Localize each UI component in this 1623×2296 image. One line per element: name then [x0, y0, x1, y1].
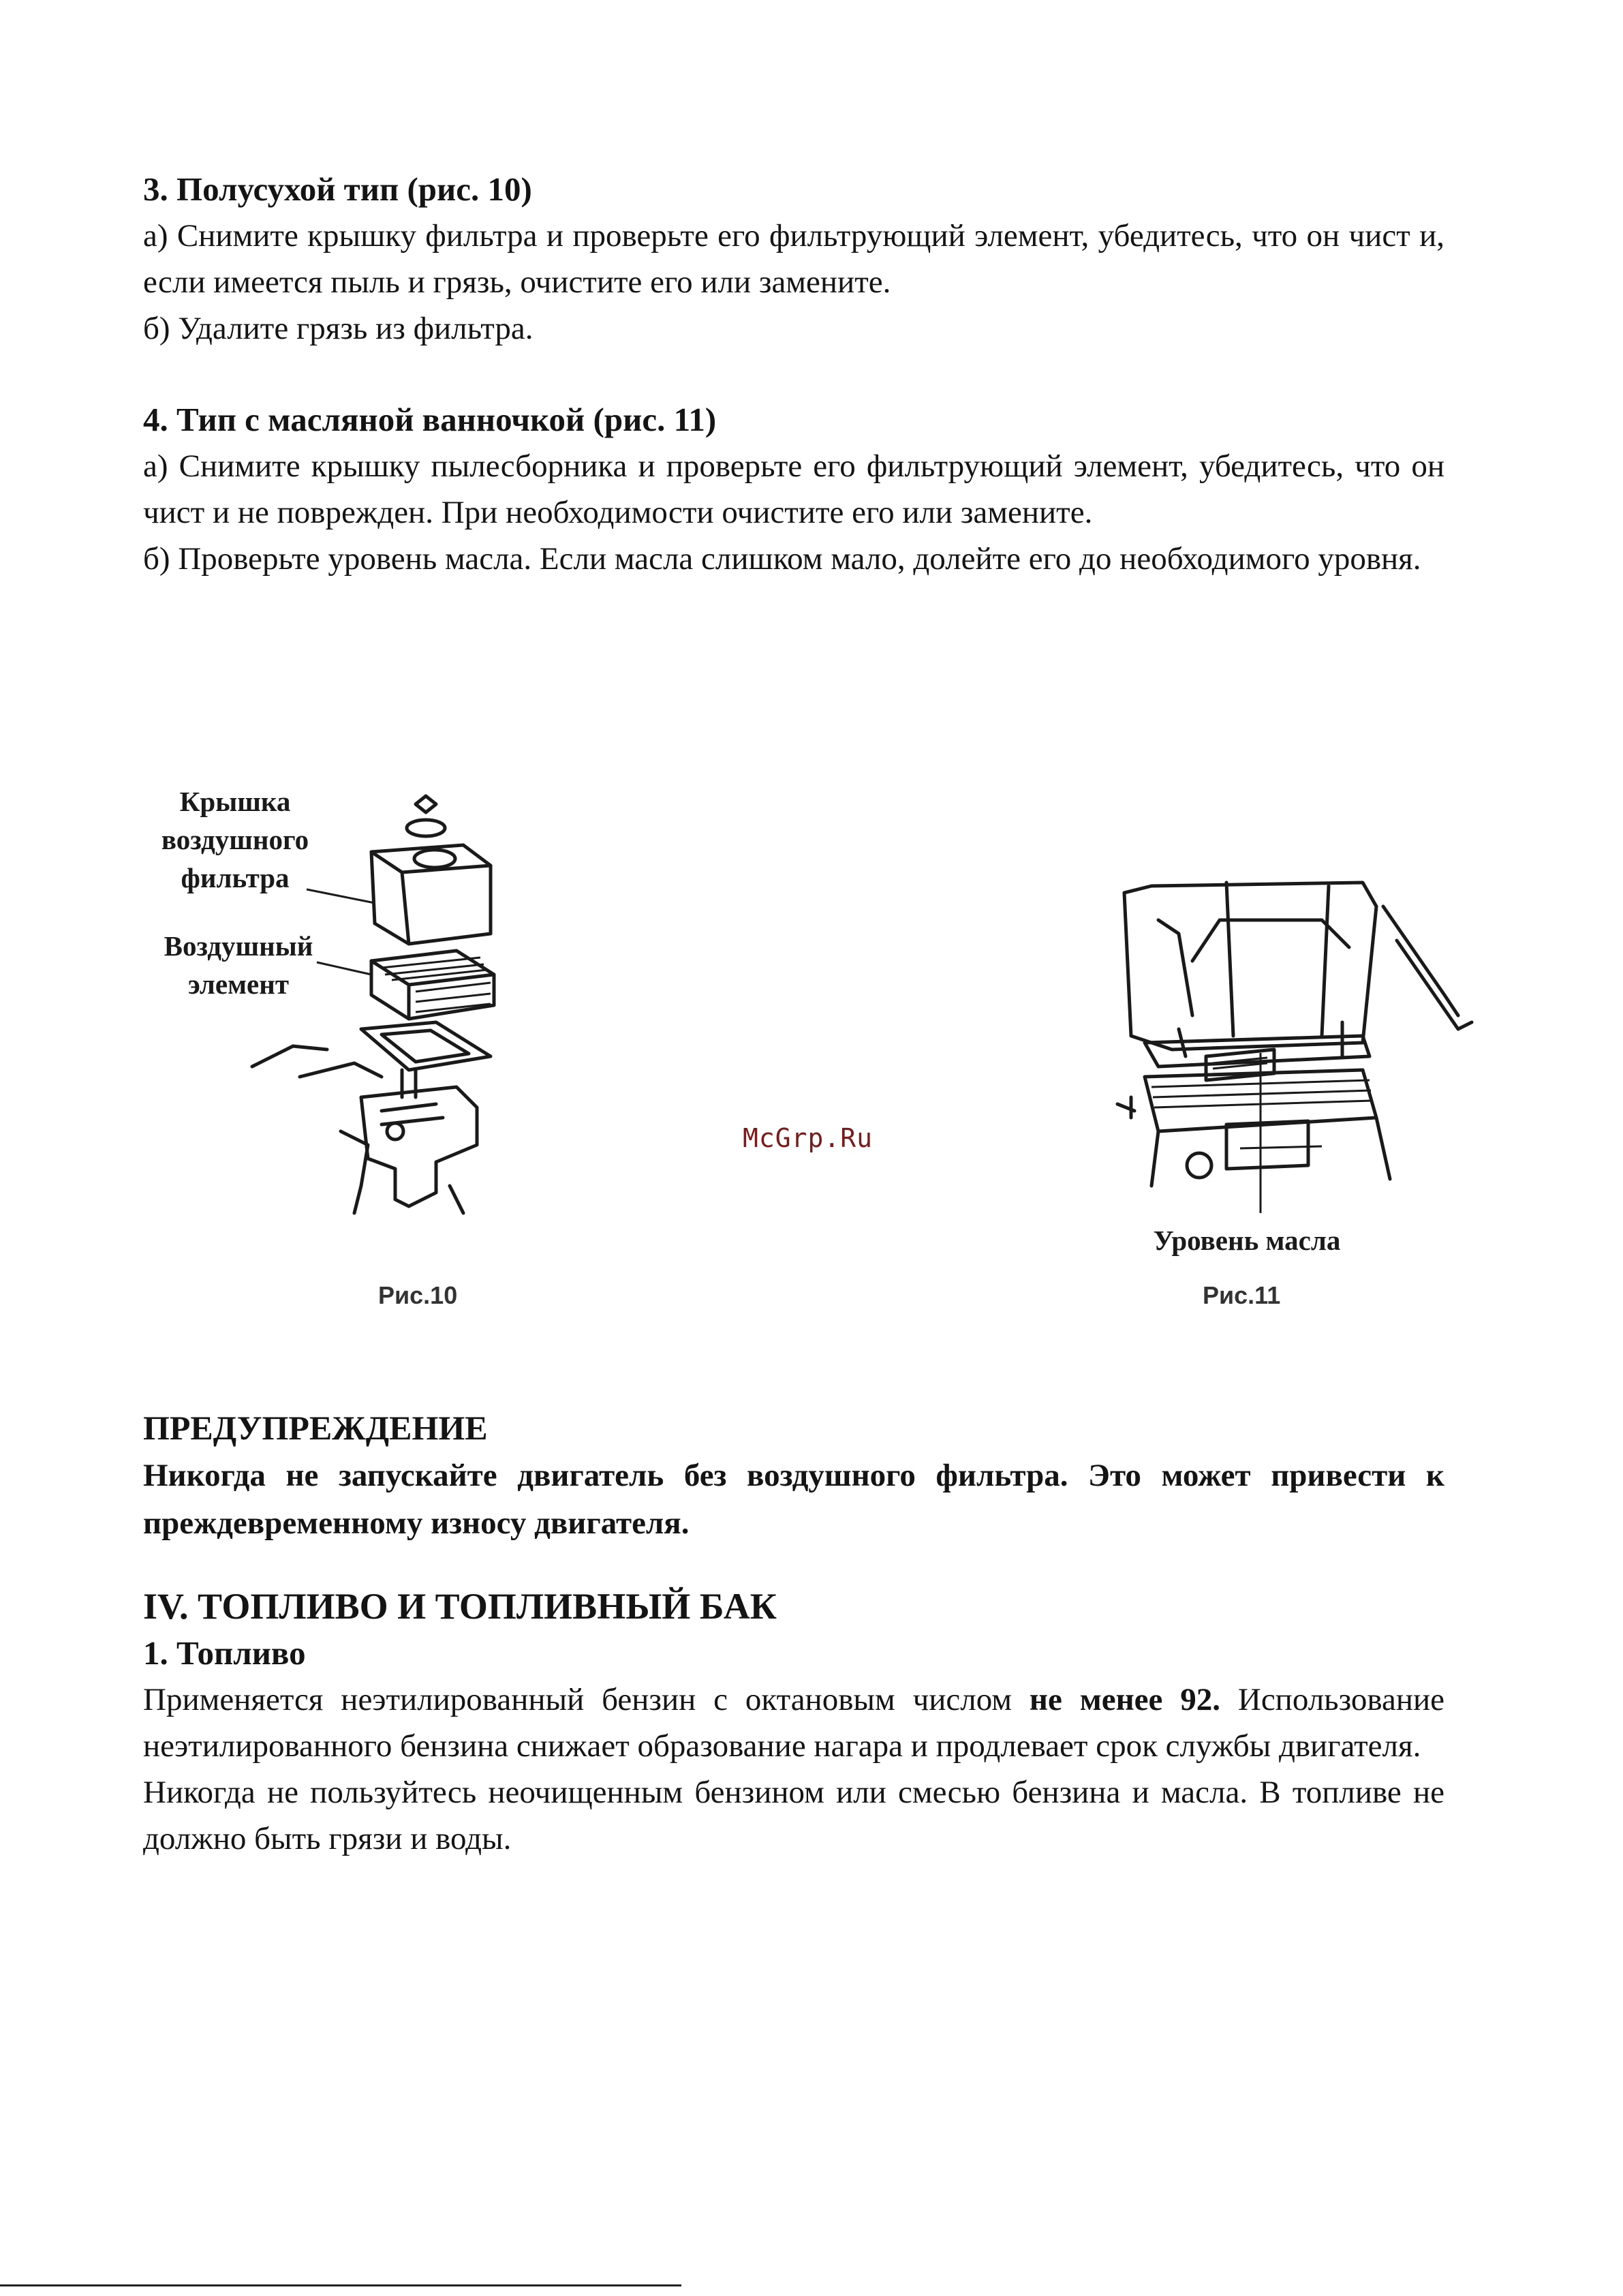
- fuel-paragraph-1-start: Применяется неэтилированный бензин с октановым числом: [143, 1682, 1030, 1717]
- label-cover-line-2: воздушного: [161, 824, 309, 855]
- figure-11-caption: Рис.11: [1203, 1281, 1281, 1309]
- section-4: [143, 397, 1444, 582]
- cover-leader-line: [307, 889, 375, 903]
- section-3-paragraph-a: а) Снимите крышку фильтра и проверьте его фильтрующий элемент, убедитесь, что он чист и, если имеется пыль и грязь, очистите его или замените.: [143, 218, 1444, 300]
- section-4-paragraph-a: а) Снимите крышку пылесборника и проверьте его фильтрующий элемент, убедитесь, что он чист и не поврежден. При необходимости очистите его или замените.: [143, 448, 1444, 530]
- filter-cover-body: [371, 845, 491, 944]
- wing-nut: [416, 796, 436, 812]
- engine-housing: [1124, 893, 1376, 1050]
- oil-bath-illustration: [1104, 879, 1485, 1234]
- section-iv-title: IV. ТОПЛИВО И ТОПЛИВНЫЙ БАК: [143, 1586, 777, 1627]
- section-4-paragraph-b: б) Проверьте уровень масла. Если масла слишком мало, долейте его до необходимого уровня.: [143, 541, 1421, 577]
- octane-requirement: не менее 92.: [1029, 1682, 1221, 1717]
- label-cover-line-1: Крышка: [179, 786, 291, 817]
- air-filter-illustration: [136, 777, 545, 1268]
- warning-block: [143, 1404, 1444, 1547]
- figure-11: [1104, 879, 1485, 1336]
- section-3-paragraph-b: б) Удалите грязь из фильтра.: [143, 311, 534, 346]
- warning-text: Никогда не запускайте двигатель без воздушного фильтра. Это может привести к преждевременному износу двигателя.: [143, 1458, 1444, 1541]
- washer: [407, 820, 445, 836]
- section-iv-subtitle: 1. Топливо: [143, 1634, 306, 1672]
- section-4-heading: 4. Тип с масляной ванночкой (рис. 11): [143, 401, 717, 438]
- figure-10-caption: Рис.10: [378, 1281, 458, 1309]
- bottom-rule: [0, 2284, 681, 2286]
- label-element-line-1: Воздушный: [164, 930, 313, 962]
- fuel-paragraph-2: Никогда не пользуйтесь неочищенным бензином или смесью бензина и масла. В топливе не должно быть грязи и воды.: [143, 1775, 1444, 1856]
- warning-title: ПРЕДУПРЕЖДЕНИЕ: [143, 1409, 488, 1447]
- fuel-paragraph-1-end: Использование неэтилированного бензина снижает образование нагара и продлевает срок службы двигателя.: [143, 1682, 1444, 1764]
- label-cover-line-3: фильтра: [181, 862, 290, 893]
- section-iv: [143, 1582, 1444, 1862]
- section-3-heading: 3. Полусухой тип (рис. 10): [143, 170, 532, 208]
- section-3: [143, 166, 1444, 352]
- watermark: McGrp.Ru: [743, 1123, 874, 1153]
- fuel-paragraph-1: [143, 1677, 1444, 1769]
- element-leader-line: [317, 962, 371, 975]
- label-element-line-2: элемент: [187, 968, 290, 1000]
- figure-10: [136, 777, 545, 1336]
- label-oil-level: Уровень масла: [1153, 1225, 1341, 1256]
